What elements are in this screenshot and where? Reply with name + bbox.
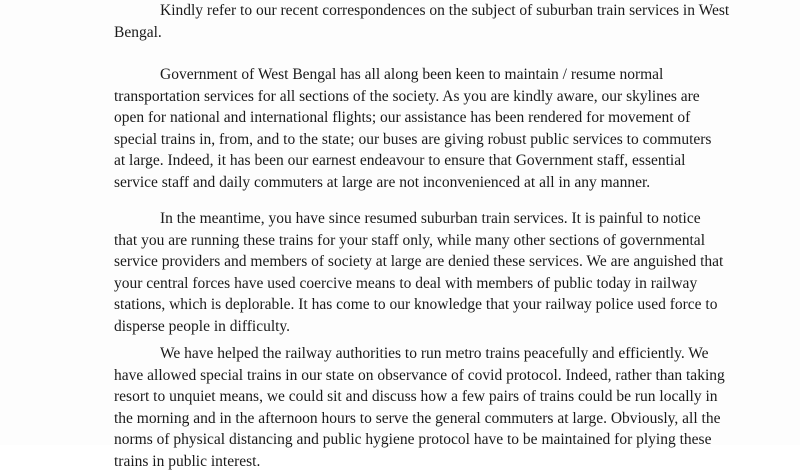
- paragraph-reference: [114, 0, 754, 43]
- text-line: trains in public interest.: [114, 451, 754, 472]
- text-line: special trains in, from, and to the state; our buses are giving robust public services to commuters: [114, 129, 754, 151]
- text-line: In the meantime, you have since resumed suburban train services. It is painful to notice: [114, 208, 754, 230]
- text-line: We have helped the railway authorities to run metro trains peacefully and efficiently. We: [114, 343, 754, 365]
- text-line: service providers and members of society at large are denied these services. We are anguished that: [114, 251, 754, 273]
- text-line: Kindly refer to our recent correspondences on the subject of suburban train services in West: [114, 0, 754, 22]
- text-line: norms of physical distancing and public hygiene protocol have to be maintained for plying these: [114, 429, 754, 451]
- paragraph-suburban-services: [114, 208, 754, 337]
- paragraph-metro-trains: [114, 343, 754, 472]
- text-line: Bengal.: [114, 22, 754, 44]
- text-line: have allowed special trains in our state on observance of covid protocol. Indeed, rather than taking: [114, 365, 754, 387]
- paragraph-government-services: [114, 64, 754, 193]
- text-line: disperse people in difficulty.: [114, 316, 754, 338]
- text-line: stations, which is deplorable. It has come to our knowledge that your railway police used force to: [114, 294, 754, 316]
- text-line: at large. Indeed, it has been our earnest endeavour to ensure that Government staff, essential: [114, 150, 754, 172]
- text-line: resort to unquiet means, we could sit and discuss how a few pairs of trains could be run locally in: [114, 386, 754, 408]
- text-line: your central forces have used coercive means to deal with members of public today in railway: [114, 273, 754, 295]
- text-line: the morning and in the afternoon hours to serve the general commuters at large. Obviously, all the: [114, 408, 754, 430]
- text-line: service staff and daily commuters at large are not inconvenienced at all in any manner.: [114, 172, 754, 194]
- text-line: Government of West Bengal has all along been keen to maintain / resume normal: [114, 64, 754, 86]
- text-line: open for national and international flights; our assistance has been rendered for movement of: [114, 107, 754, 129]
- text-line: that you are running these trains for your staff only, while many other sections of governmental: [114, 230, 754, 252]
- text-line: transportation services for all sections of the society. As you are kindly aware, our skylines are: [114, 86, 754, 108]
